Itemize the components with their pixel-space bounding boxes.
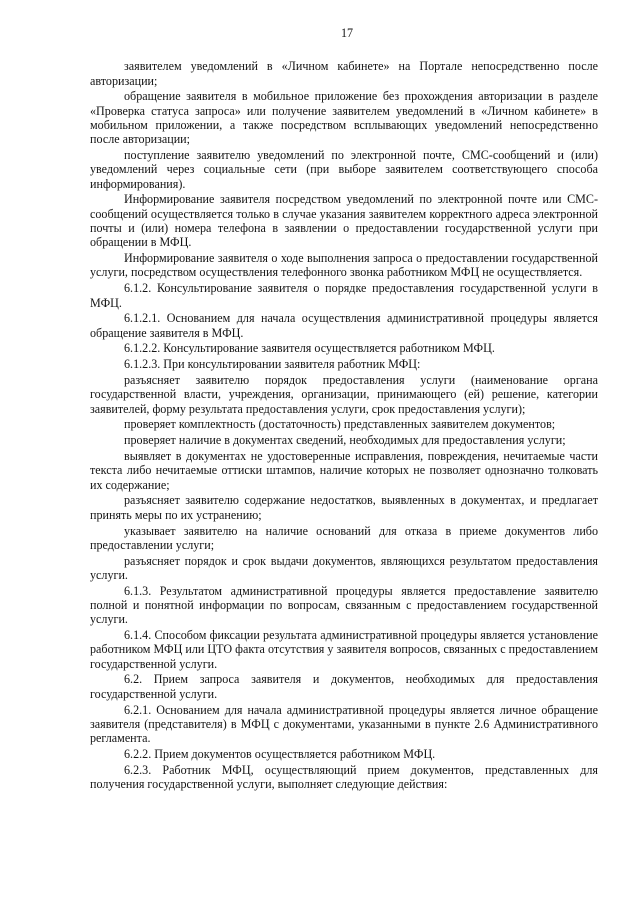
paragraph: выявляет в документах не удостоверенные исправления, повреждения, нечитаемые части текста либо нечитаемые оттиски штампов, наличие которых не позволяет однозначно толковать их содержание; [90,449,598,492]
paragraph: 6.1.2.2. Консультирование заявителя осуществляется работником МФЦ. [124,341,495,356]
paragraph: поступление заявителю уведомлений по электронной почте, СМС-сообщений и (или) уведомлений через социальные сети (при выборе заявителем соответствующего способа информирования). [90,148,598,191]
paragraph: Информирование заявителя посредством уведомлений по электронной почте или СМС-сообщений осуществляется только в случае указания заявителем корректного адреса электронной почты и (или) номера телефона в заявлении о предоставлении государственной услуги при обращении в МФЦ. [90,192,598,250]
body-text [90,59,598,791]
paragraph: 6.1.2. Консультирование заявителя о порядке предоставления государственной услуги в МФЦ. [90,281,598,310]
paragraph: 6.1.2.3. При консультировании заявителя работник МФЦ: [124,357,421,372]
paragraph: обращение заявителя в мобильное приложение без прохождения авторизации в разделе «Проверка статуса запроса» или получение заявителем уведомлений в «Личном кабинете» в мобильном приложении, а также посредством всплывающих уведомлений непосредственно после авторизации; [90,89,598,147]
paragraph: 6.1.4. Способом фиксации результата административной процедуры является установление работником МФЦ или ЦТО факта отсутствия у заявителя вопросов, связанных с предоставлением государственной услуги. [90,628,598,671]
paragraph: 6.1.3. Результатом административной процедуры является предоставление заявителю полной и понятной информации по вопросам, связанным с предоставлением государственной услуги. [90,583,598,627]
paragraph: 6.2. Прием запроса заявителя и документов, необходимых для предоставления государственной услуги. [90,672,598,701]
paragraph: 6.2.3. Работник МФЦ, осуществляющий прием документов, представленных для получения государственной услуги, выполняет следующие действия: [90,762,598,792]
paragraph: разъясняет порядок и срок выдачи документов, являющихся результатом предоставления услуги. [90,553,598,582]
paragraph: Информирование заявителя о ходе выполнения запроса о предоставлении государственной услуги, посредством осуществления телефонного звонка работником МФЦ не осуществляется. [90,251,598,280]
paragraph: проверяет комплектность (достаточность) представленных заявителем документов; [124,417,556,432]
page-number: 17 [340,26,354,40]
paragraph: 6.2.1. Основанием для начала административной процедуры является личное обращение заявителя (представителя) в МФЦ с документами, указанными в пункте 2.6 Административного регламента. [90,702,598,746]
paragraph: разъясняет заявителю порядок предоставления услуги (наименование органа государственной власти, учреждения, организации, принимающего (ей) решение, категории заявителей, форму результата предоставления услуги, срок предоставления услуги); [90,373,598,416]
paragraph: 6.2.2. Прием документов осуществляется работником МФЦ. [124,746,436,761]
paragraph: 6.1.2.1. Основанием для начала осуществления административной процедуры является обращение заявителя в МФЦ. [90,311,598,340]
paragraph: разъясняет заявителю содержание недостатков, выявленных в документах, и предлагает принять меры по их устранению; [90,493,598,522]
paragraph: указывает заявителю на наличие оснований для отказа в приеме документов либо предоставлении услуги; [90,523,598,552]
paragraph: заявителем уведомлений в «Личном кабинете» на Портале непосредственно после авторизации; [90,59,598,88]
paragraph: проверяет наличие в документах сведений, необходимых для предоставления услуги; [124,433,566,448]
